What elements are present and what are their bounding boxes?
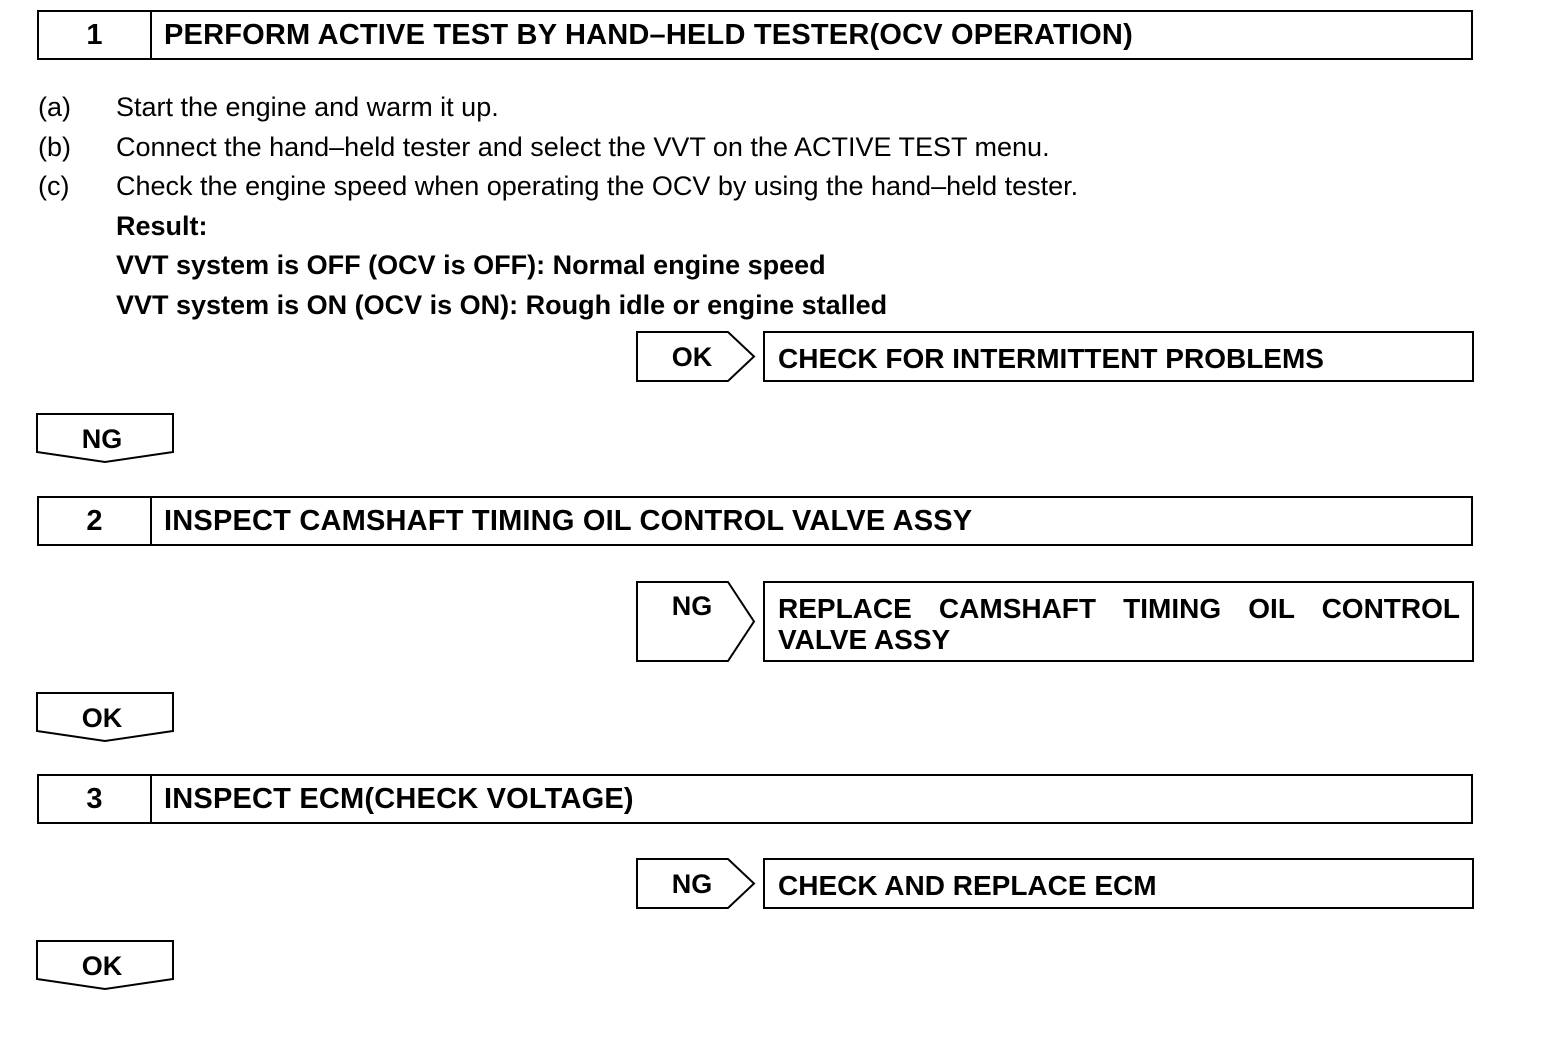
step-title: PERFORM ACTIVE TEST BY HAND–HELD TESTER(OCV OPERATION) xyxy=(164,18,1133,51)
branch-action-text: CHECK AND REPLACE ECM xyxy=(778,870,1157,901)
continue-tag-label: NG xyxy=(81,424,123,454)
step-number: 1 xyxy=(39,12,152,58)
continue-tag-arrow xyxy=(36,413,174,463)
instruction-item xyxy=(38,128,1338,168)
step-number: 3 xyxy=(39,776,152,822)
result-line: VVT system is ON (OCV is ON): Rough idle or engine stalled xyxy=(116,289,888,320)
branch-tag-arrow xyxy=(636,858,760,909)
branch-tag-label: OK xyxy=(671,342,713,372)
continue-tag-label: OK xyxy=(81,703,123,733)
instruction-item xyxy=(38,88,1338,128)
instruction-text: Start the engine and warm it up. xyxy=(116,92,499,122)
result-line: VVT system is OFF (OCV is OFF): Normal engine speed xyxy=(116,250,826,280)
instruction-text: Connect the hand–held tester and select the VVT on the ACTIVE TEST menu. xyxy=(116,131,1050,162)
result-heading: Result: xyxy=(116,210,208,241)
branch-action-box xyxy=(763,331,1474,382)
continue-tag-label: OK xyxy=(81,951,123,981)
branch-action-box xyxy=(763,858,1474,909)
instruction-label: (b) xyxy=(38,131,71,162)
branch-action-text: CHECK FOR INTERMITTENT PROBLEMS xyxy=(778,343,1324,374)
instruction-item xyxy=(38,167,1338,207)
instruction-label: (c) xyxy=(38,171,70,201)
step-number: 2 xyxy=(39,498,152,544)
instruction-text: Check the engine speed when operating the OCV by using the hand–held tester. xyxy=(116,171,1079,201)
continue-tag-arrow xyxy=(36,692,174,742)
branch-action-text: REPLACE CAMSHAFT TIMING OIL CONTROL VALVE ASSY xyxy=(778,593,1460,655)
instruction-label: (a) xyxy=(38,92,71,122)
continue-tag-arrow xyxy=(36,940,174,990)
branch-tag-label: NG xyxy=(671,591,713,621)
step-2-header xyxy=(37,496,1473,546)
step-3-header xyxy=(37,774,1473,824)
branch-tag-arrow xyxy=(636,581,760,662)
branch-action-box xyxy=(763,581,1474,662)
step-title: INSPECT CAMSHAFT TIMING OIL CONTROL VALVE ASSY xyxy=(164,504,973,537)
step-1-header xyxy=(37,10,1473,60)
branch-tag-arrow xyxy=(636,331,760,382)
step-title: INSPECT ECM(CHECK VOLTAGE) xyxy=(164,782,634,815)
branch-tag-label: NG xyxy=(671,869,713,899)
step-1-instructions xyxy=(38,88,1338,325)
